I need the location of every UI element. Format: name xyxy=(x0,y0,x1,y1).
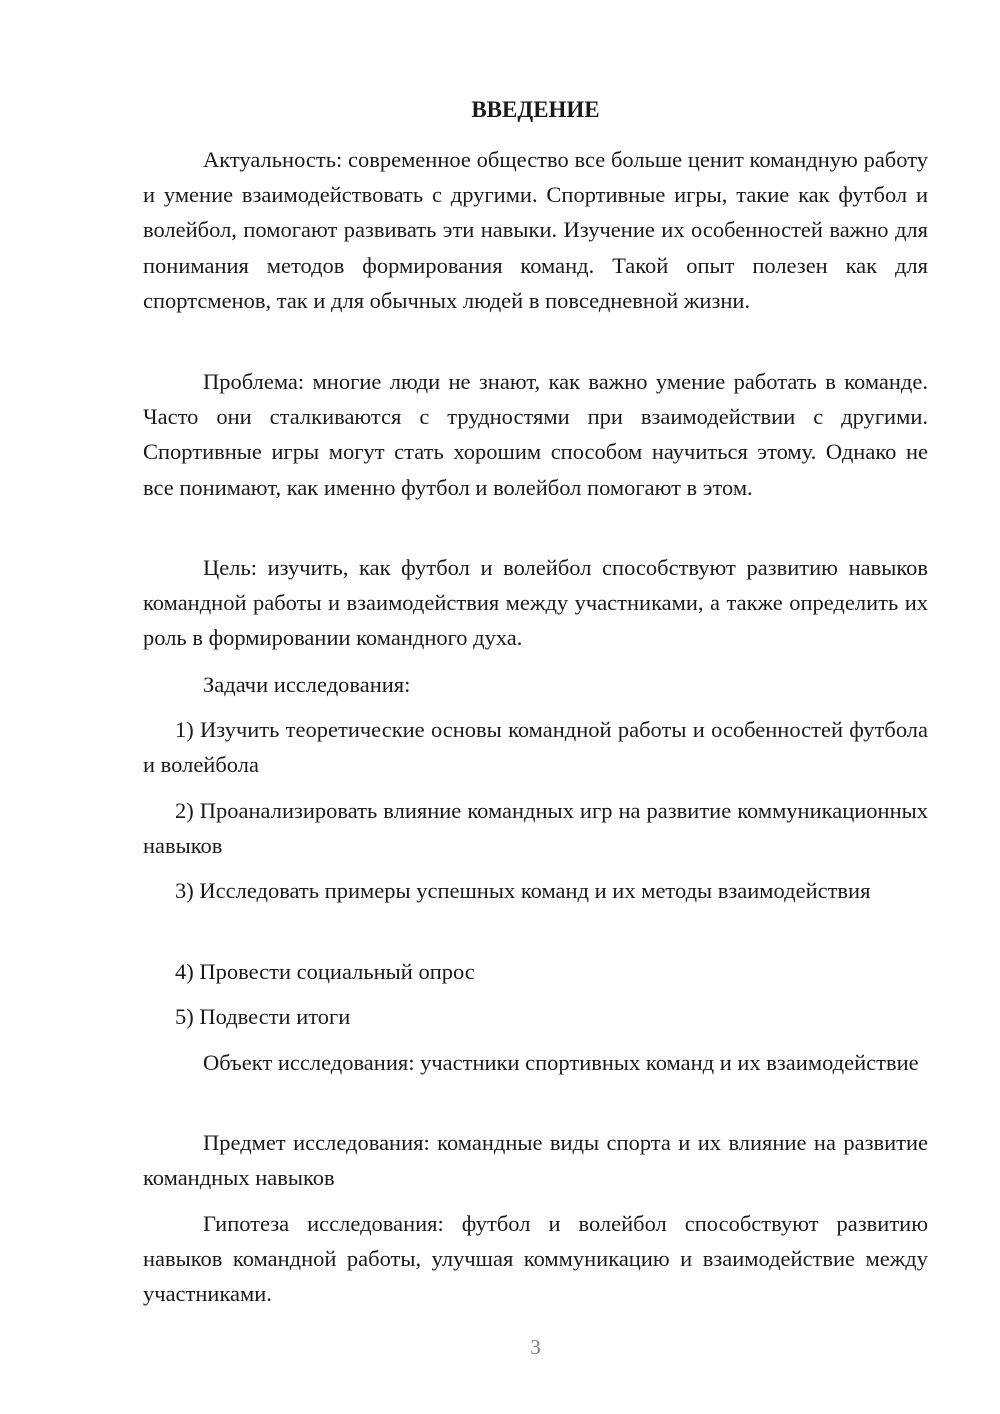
tasks-heading: Задачи исследования: xyxy=(203,672,411,697)
paragraph-goal: Цель: изучить, как футбол и волейбол способствуют развитию навыков командной работы и взаимодействия между участниками, а также определить их роль в формировании командного духа. xyxy=(143,555,928,651)
paragraph-relevance: Актуальность: современное общество все больше ценит командную работу и умение взаимодействовать с другими. Спортивные игры, такие как футбол и волейбол, помогают развивать эти навыки. Изучение их особенностей важно для понимания методов формирования команд. Такой опыт полезен как для спортсменов, так и для обычных людей в повседневной жизни. xyxy=(143,147,928,313)
task-item-4: 4) Провести социальный опрос xyxy=(175,959,475,984)
document-page xyxy=(143,0,928,1414)
task-item-1: 1) Изучить теоретические основы командной работы и особенностей футбола и волейбола xyxy=(143,717,928,778)
task-item-3: 3) Исследовать примеры успешных команд и их методы взаимодействия xyxy=(175,878,871,903)
task-item-5: 5) Подвести итоги xyxy=(175,1004,351,1029)
page-title: ВВЕДЕНИЕ xyxy=(471,97,600,122)
paragraph-subject: Предмет исследования: командные виды спорта и их влияние на развитие командных навыков xyxy=(143,1130,928,1191)
paragraph-problem: Проблема: многие люди не знают, как важно умение работать в команде. Часто они сталкиваются с трудностями при взаимодействии с другими. Спортивные игры могут стать хорошим способом научиться этому. Однако не все понимают, как именно футбол и волейбол помогают в этом. xyxy=(143,369,928,500)
paragraph-object: Объект исследования: участники спортивных команд и их взаимодействие xyxy=(203,1050,919,1075)
paragraph-hypothesis: Гипотеза исследования: футбол и волейбол способствуют развитию навыков командной работы, улучшая коммуникацию и взаимодействие между участниками. xyxy=(143,1211,928,1307)
page-number: 3 xyxy=(530,1335,541,1359)
task-item-2: 2) Проанализировать влияние командных игр на развитие коммуникационных навыков xyxy=(143,798,928,859)
